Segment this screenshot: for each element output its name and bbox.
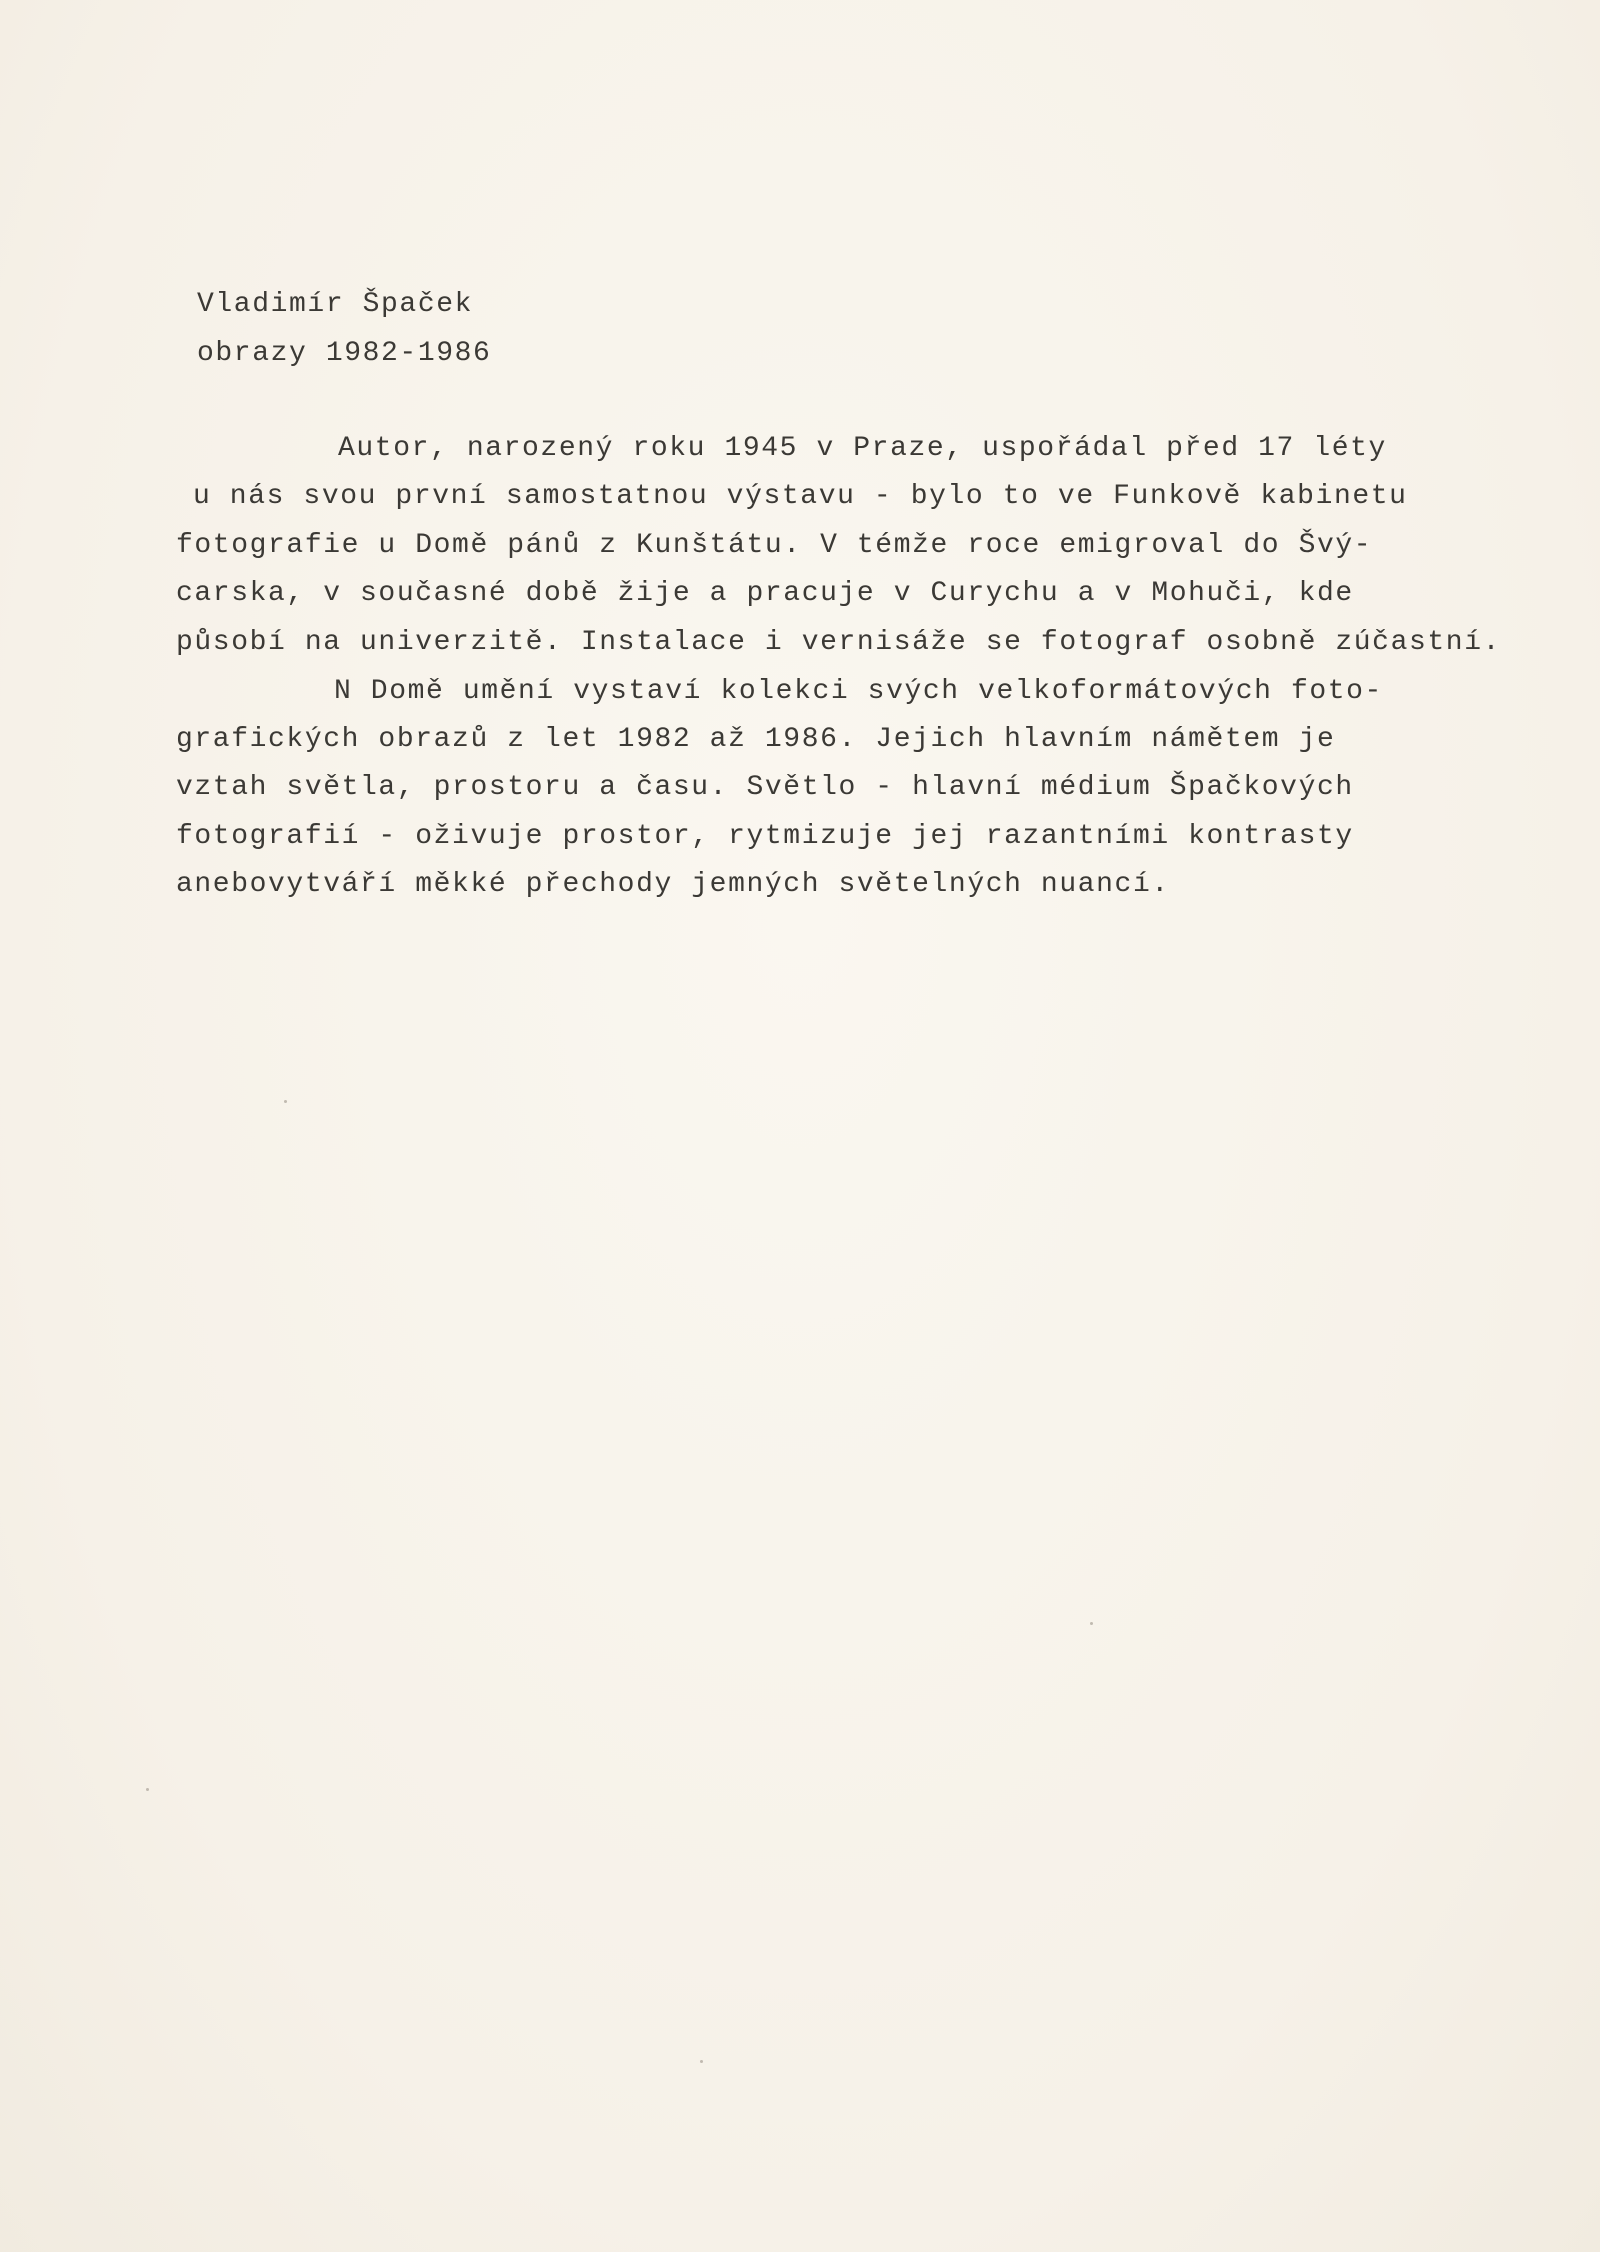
text-line: carska, v současné době žije a pracuje v Curychu a v Mohuči, kde	[176, 578, 1354, 609]
text-line: vztah světla, prostoru a času. Světlo - hlavní médium Špačkových	[176, 772, 1354, 803]
paper-speck	[284, 1100, 287, 1103]
document-subtitle: obrazy 1982-1986	[197, 338, 492, 369]
text-line: fotografií - oživuje prostor, rytmizuje jej razantními kontrasty	[176, 821, 1354, 852]
paper-speck	[700, 2060, 703, 2063]
paper-speck	[1090, 1622, 1093, 1625]
text-line: u nás svou první samostatnou výstavu - bylo to ve Funkově kabinetu	[193, 481, 1408, 512]
text-line: působí na univerzitě. Instalace i vernisáže se fotograf osobně zúčastní.	[176, 627, 1501, 658]
document-title: Vladimír Špaček	[197, 289, 474, 320]
paper-speck	[146, 1788, 149, 1791]
text-line: anebovytváří měkké přechody jemných světelných nuancí.	[176, 869, 1170, 900]
text-line: Autor, narozený roku 1945 v Praze, uspořádal před 17 léty	[338, 433, 1387, 464]
text-line: grafických obrazů z let 1982 až 1986. Jejich hlavním námětem je	[176, 724, 1336, 755]
text-line: fotografie u Domě pánů z Kunštátu. V témže roce emigroval do Švý-	[176, 530, 1373, 561]
text-line: N Domě umění vystaví kolekci svých velkoformátových foto-	[334, 676, 1383, 707]
